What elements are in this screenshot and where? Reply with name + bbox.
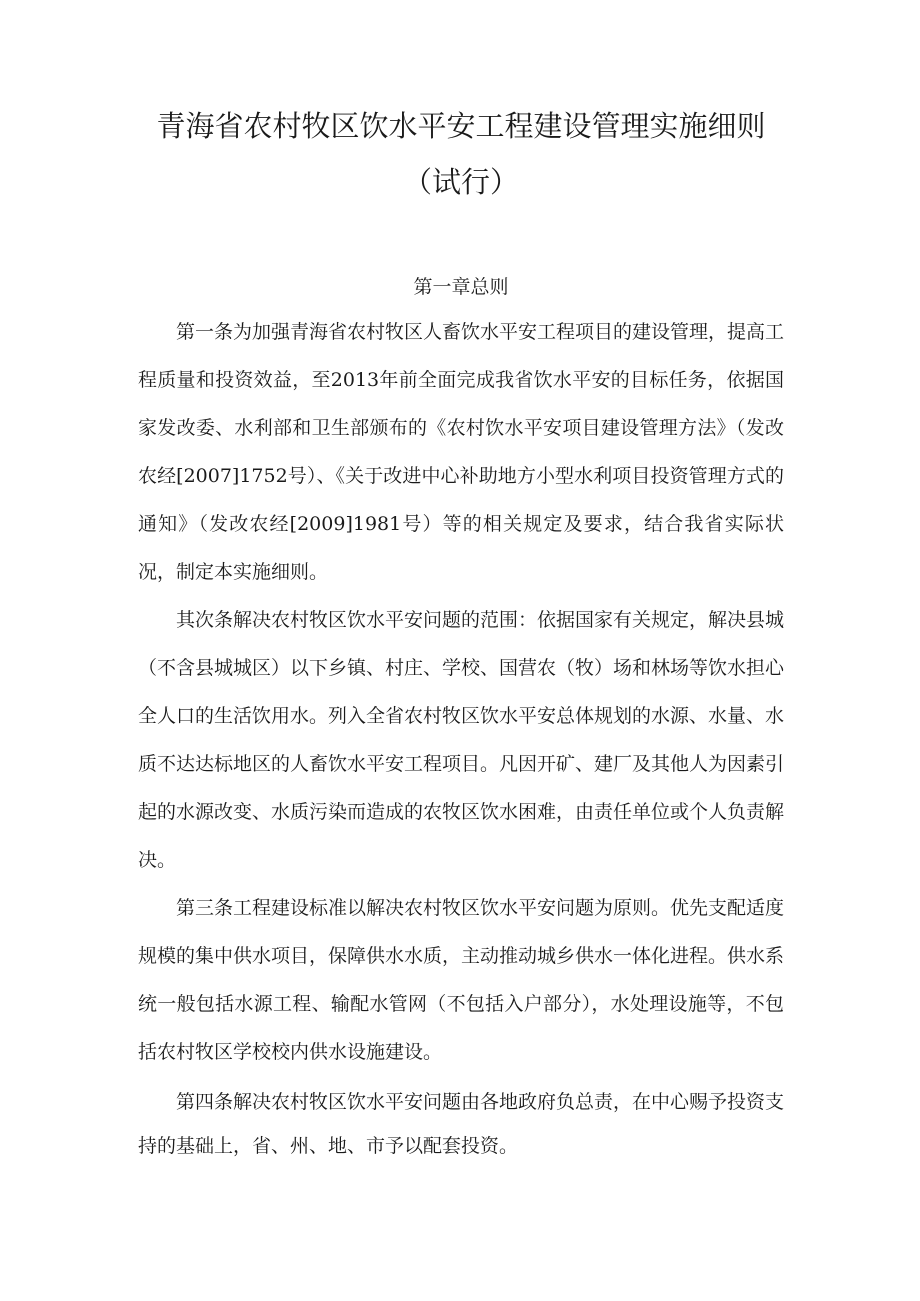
article-2-paragraph: 其次条解决农村牧区饮水平安问题的范围：依据国家有关规定，解决县城（不含县城城区）以下乡镇、村庄、学校、国营农（牧）场和林场等饮水担心全人口的生活饮用水。列入全省农村牧区饮水平安总体规划的水源、水量、水质不达达标地区的人畜饮水平安工程项目。凡因开矿、建厂及其他人为因素引起的水源改变、水质污染而造成的农牧区饮水困难，由责任单位或个人负责解决。 — [138, 609, 785, 871]
chapter-heading: 第一章总则 — [413, 276, 509, 298]
article-4-paragraph: 第四条解决农村牧区饮水平安问题由各地政府负总责，在中心赐予投资支持的基础上，省、州、地、市予以配套投资。 — [138, 1091, 785, 1157]
article-1-paragraph: 第一条为加强青海省农村牧区人畜饮水平安工程项目的建设管理，提高工程质量和投资效益，至2013年前全面完成我省饮水平安的目标任务，依据国家发改委、水利部和卫生部颁布的《农村饮水平安项目建设管理方法》（发改农经[2007]1752号）、《关于改进中心补助地方小型水利项目投资管理方式的通知》（发改农经[2009]1981号）等的相关规定及要求，结合我省实际状况，制定本实施细则。 — [138, 321, 785, 583]
document-subtitle: （试行） — [402, 165, 519, 199]
document-title: 青海省农村牧区饮水平安工程建设管理实施细则 — [156, 109, 766, 143]
article-3-paragraph: 第三条工程建设标准以解决农村牧区饮水平安问题为原则。优先支配适度规模的集中供水项目，保障供水水质，主动推动城乡供水一体化进程。供水系统一般包括水源工程、输配水管网（不包括入户部分），水处理设施等，不包括农村牧区学校校内供水设施建设。 — [138, 897, 785, 1063]
